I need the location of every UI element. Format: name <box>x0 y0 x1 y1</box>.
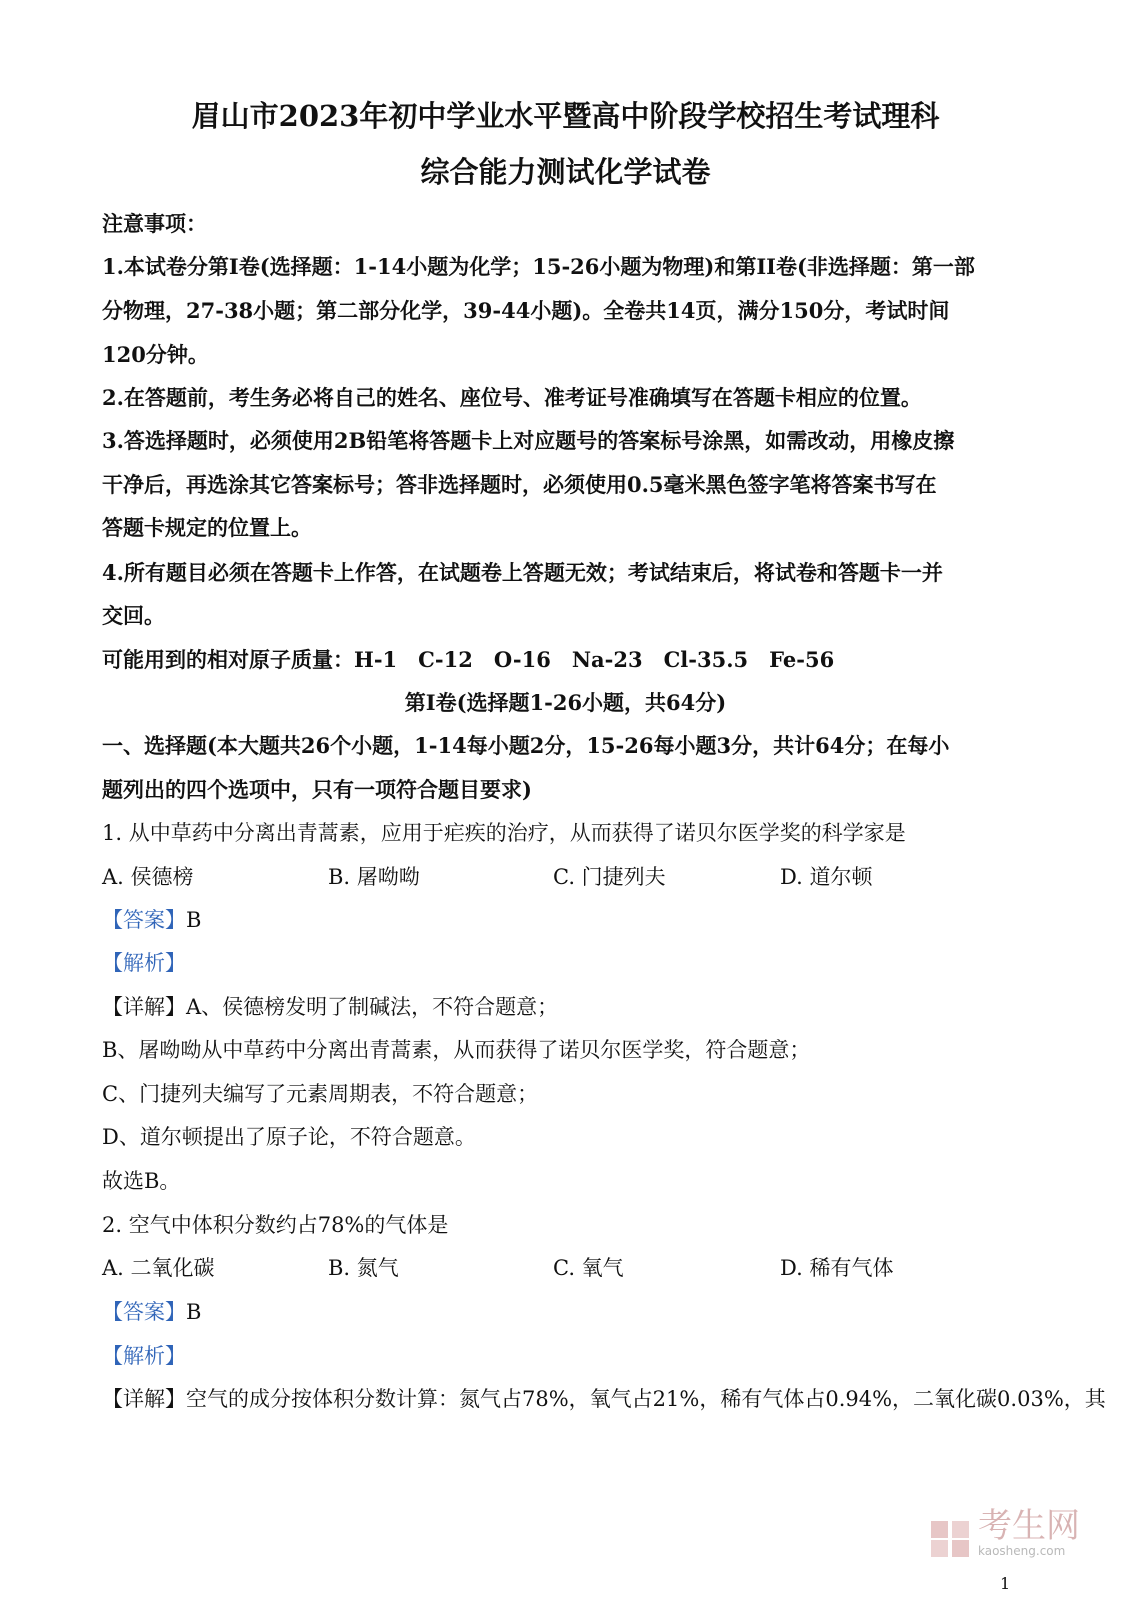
question-2-option-c: C. 氧气 <box>553 1256 624 1280</box>
note-2: 2.在答题前，考生务必将自己的姓名、座位号、准考证号准确填写在答题卡相应的位置。 <box>102 385 922 410</box>
question-2-option-a: A. 二氧化碳 <box>102 1256 215 1280</box>
question-1-option-b: B. 屠呦呦 <box>328 865 420 889</box>
question-1-answer <box>102 905 201 935</box>
question-2-answer <box>102 1297 201 1327</box>
answer-value: B <box>186 1300 202 1324</box>
watermark-logo-icon <box>930 1520 970 1558</box>
note-3-line-3: 答题卡规定的位置上。 <box>102 515 312 540</box>
note-1-line-3: 120分钟。 <box>102 342 209 367</box>
note-3-line-2: 干净后，再选涂其它答案标号；答非选择题时，必须使用0.5毫米黑色签字笔将答案书写在 <box>102 472 937 497</box>
question-1-option-d: D. 道尔顿 <box>780 865 873 889</box>
detail-tag: 【详解】 <box>102 995 186 1019</box>
atomic-masses: 可能用到的相对原子质量：H-1 C-12 O-16 Na-23 Cl-35.5 Fe-56 <box>102 647 835 672</box>
question-1-option-a: A. 侯德榜 <box>102 865 194 889</box>
note-1-line-2: 分物理，27-38小题；第二部分化学，39-44小题)。全卷共14页，满分150分，考试时间 <box>102 298 950 323</box>
question-1-option-c: C. 门捷列夫 <box>553 865 666 889</box>
note-4-line-1: 4.所有题目必须在答题卡上作答，在试题卷上答题无效；考试结束后，将试卷和答题卡一并 <box>102 560 943 585</box>
answer-tag: 【答案】 <box>102 908 186 932</box>
question-2-option-b: B. 氮气 <box>328 1256 399 1280</box>
section-heading-line-2: 题列出的四个选项中，只有一项符合题目要求) <box>102 777 532 802</box>
question-2-analysis-tag: 【解析】 <box>102 1344 186 1368</box>
note-4-line-2: 交回。 <box>102 603 165 628</box>
page-title-line2: 综合能力测试化学试卷 <box>420 155 711 189</box>
question-1-conclusion: 故选B。 <box>102 1169 181 1193</box>
question-1-stem: 1. 从中草药中分离出青蒿素，应用于疟疾的治疗，从而获得了诺贝尔医学奖的科学家是 <box>102 821 906 845</box>
detail-tag: 【详解】 <box>102 1387 186 1411</box>
question-2-detail-1 <box>102 1384 1106 1414</box>
section-heading-line-1: 一、选择题(本大题共26个小题，1-14每小题2分，15-26每小题3分，共计64分；在每小 <box>102 733 950 758</box>
answer-value: B <box>186 908 202 932</box>
page-title-line1: 眉山市2023年初中学业水平暨高中阶段学校招生考试理科 <box>191 99 940 133</box>
question-1-detail-3: C、门捷列夫编写了元素周期表，不符合题意； <box>102 1082 539 1106</box>
question-2-option-d: D. 稀有气体 <box>780 1256 894 1280</box>
watermark-brand: 考生网 <box>978 1506 1080 1546</box>
question-1-detail-4: D、道尔顿提出了原子论，不符合题意。 <box>102 1125 476 1149</box>
volume-heading: 第I卷(选择题1-26小题，共64分) <box>404 690 727 715</box>
watermark <box>930 1508 1080 1558</box>
note-3-line-1: 3.答选择题时，必须使用2B铅笔将答题卡上对应题号的答案标号涂黑，如需改动，用橡皮擦 <box>102 428 955 453</box>
question-2-stem: 2. 空气中体积分数约占78%的气体是 <box>102 1213 449 1237</box>
detail-text: A、侯德榜发明了制碱法，不符合题意； <box>186 995 559 1019</box>
question-1-detail-2: B、屠呦呦从中草药中分离出青蒿素，从而获得了诺贝尔医学奖，符合题意； <box>102 1038 811 1062</box>
question-1-detail-1 <box>102 992 558 1022</box>
note-1-line-1: 1.本试卷分第I卷(选择题：1-14小题为化学；15-26小题为物理)和第II卷(非选择题：第一部 <box>102 254 975 279</box>
answer-tag: 【答案】 <box>102 1300 186 1324</box>
detail-text: 空气的成分按体积分数计算：氮气占78%，氧气占21%，稀有气体占0.94%，二氧化碳0.03%，其 <box>186 1387 1106 1411</box>
notes-heading: 注意事项： <box>102 211 207 236</box>
page-number: 1 <box>1000 1574 1011 1593</box>
watermark-url: kaosheng.com <box>978 1544 1066 1558</box>
question-1-analysis-tag: 【解析】 <box>102 951 186 975</box>
